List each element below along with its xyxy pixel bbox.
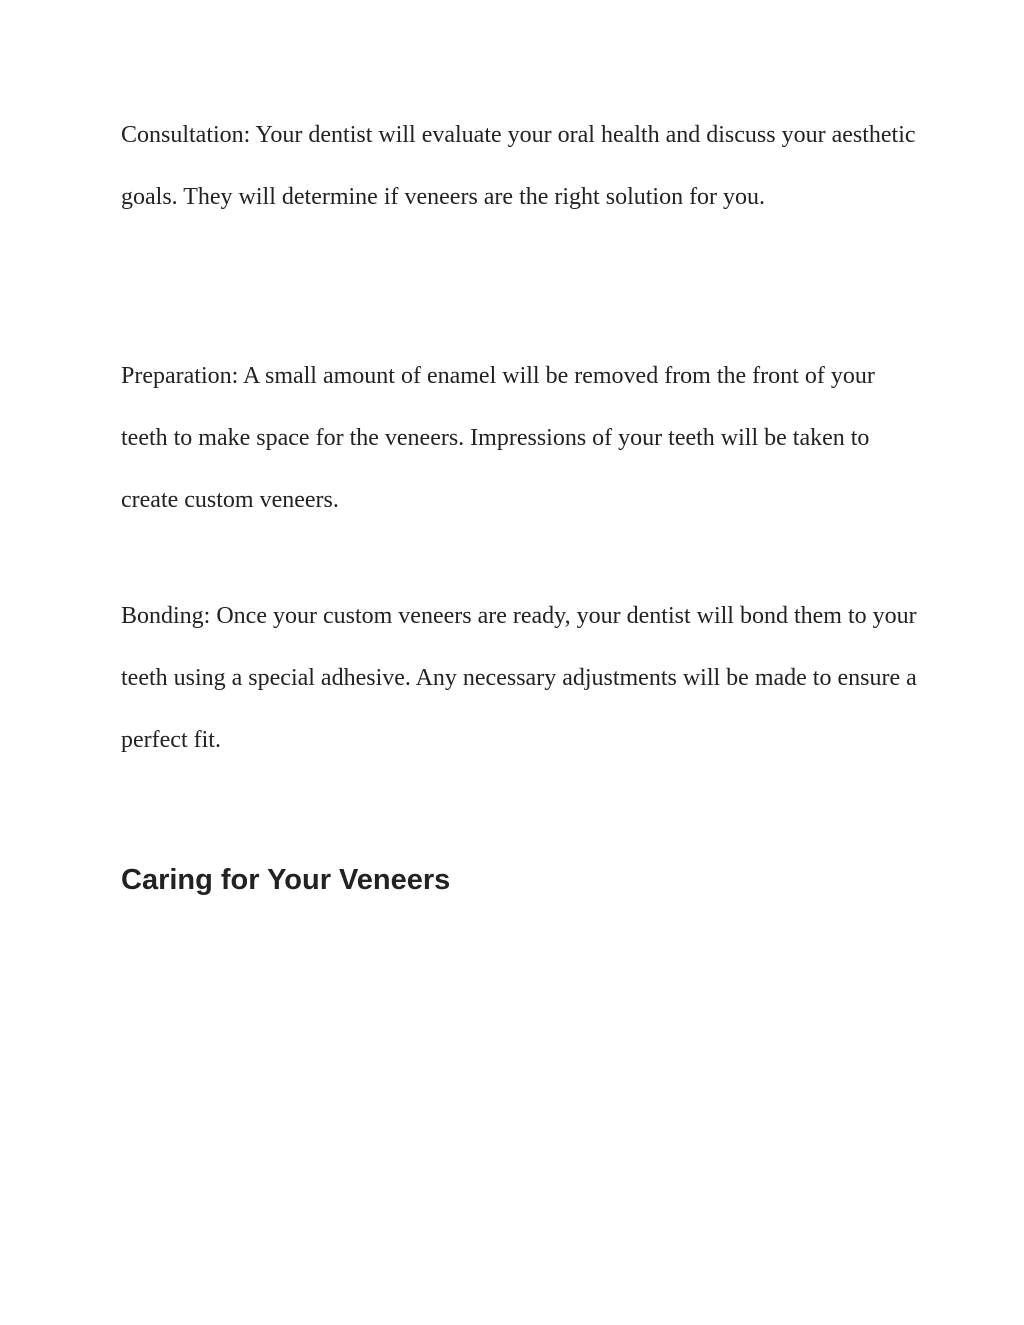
section-heading: Caring for Your Veneers xyxy=(121,864,451,896)
paragraph-preparation: Preparation: A small amount of enamel will be removed from the front of your teeth to make space for the veneers. Impressions of your teeth will be taken to create custom veneers. xyxy=(121,363,875,513)
paragraph-bonding: Bonding: Once your custom veneers are ready, your dentist will bond them to your teeth using a special adhesive. Any necessary adjustments will be made to ensure a perfect fit. xyxy=(121,603,917,753)
paragraph-consultation: Consultation: Your dentist will evaluate your oral health and discuss your aesthetic goals. They will determine if veneers are the right solution for you. xyxy=(121,122,916,210)
